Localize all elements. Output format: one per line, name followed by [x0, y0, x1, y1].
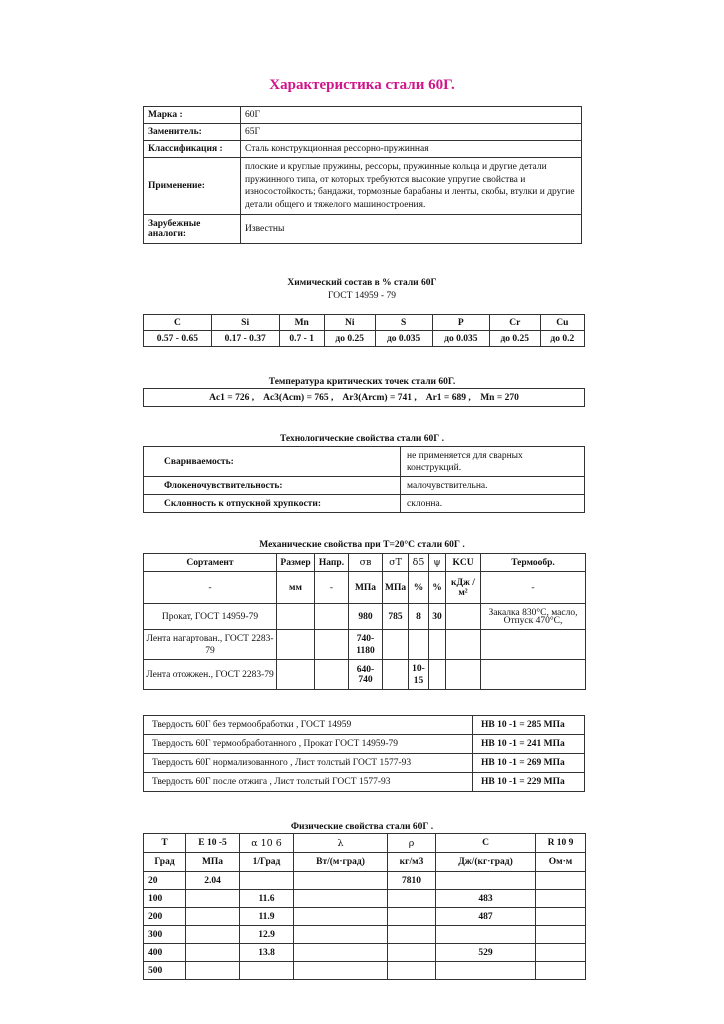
mech-row [144, 630, 586, 660]
hardness-value: HB 10 -1 = 229 МПа [473, 773, 585, 792]
phys-cell: 200 [144, 908, 186, 926]
phys-cell: 100 [144, 890, 186, 908]
phys-cell [240, 872, 294, 890]
info-row [144, 124, 582, 141]
phys-cell [294, 944, 388, 962]
info-value: Сталь конструкционная рессорно-пружинная [241, 141, 582, 158]
tech-label: Свариваемость: [144, 447, 401, 477]
mech-dir [315, 660, 349, 690]
phys-cell [186, 926, 240, 944]
mech-kcu [446, 630, 481, 660]
info-label: Марка : [144, 107, 241, 124]
phys-cell [536, 908, 586, 926]
phys-cell [536, 926, 586, 944]
phys-row [144, 890, 586, 908]
phys-cell [388, 926, 436, 944]
mech-unit: % [409, 572, 429, 604]
hardness-desc: Твердость 60Г нормализованного , Лист толстый ГОСТ 1577-93 [144, 754, 473, 773]
phys-header: C [436, 834, 536, 853]
phys-cell: 529 [436, 944, 536, 962]
chem-header: P [432, 315, 489, 331]
phys-unit: 1/Град [240, 853, 294, 872]
phys-unit: Дж/(кг·град) [436, 853, 536, 872]
chem-value: 0.57 - 0.65 [144, 331, 212, 347]
mech-sortament: Прокат, ГОСТ 14959-79 [144, 604, 277, 630]
phys-row [144, 962, 586, 980]
info-label: Применение: [144, 158, 241, 215]
mech-header: Термообр. [481, 554, 586, 572]
chem-table [143, 314, 585, 347]
mech-header: σв [349, 554, 383, 572]
mech-unit: кДж / м² [446, 572, 481, 604]
phys-cell: 11.6 [240, 890, 294, 908]
phys-cell [388, 962, 436, 980]
mech-thermo: Закалка 830°C, масло, Отпуск 470°C, [481, 604, 586, 630]
phys-cell [436, 872, 536, 890]
mech-unit-row [144, 572, 586, 604]
phys-cell: 400 [144, 944, 186, 962]
mech-header: δ5 [409, 554, 429, 572]
mech-delta5: 10-15 [409, 660, 429, 690]
chem-header: Si [211, 315, 279, 331]
tech-row [144, 495, 585, 513]
mech-dir [315, 630, 349, 660]
mech-header: Размер [277, 554, 315, 572]
page-title: Характеристика стали 60Г. [269, 77, 455, 93]
tech-row [144, 477, 585, 495]
phys-cell [388, 944, 436, 962]
phys-cell [186, 944, 240, 962]
phys-cell [536, 872, 586, 890]
hardness-row [144, 716, 585, 735]
mech-size [277, 660, 315, 690]
phys-cell: 7810 [388, 872, 436, 890]
phys-cell [186, 962, 240, 980]
phys-row [144, 944, 586, 962]
info-row [144, 158, 582, 215]
mech-header: ψ [429, 554, 446, 572]
chem-value: до 0.035 [432, 331, 489, 347]
phys-row [144, 908, 586, 926]
hardness-row [144, 773, 585, 792]
tech-label: Склонность к отпускной хрупкости: [144, 495, 401, 513]
mech-table [143, 553, 586, 690]
mech-row [144, 660, 586, 690]
info-label: Заменитель: [144, 124, 241, 141]
phys-cell [294, 926, 388, 944]
chem-header: S [375, 315, 432, 331]
phys-cell: 2.04 [186, 872, 240, 890]
mech-unit: - [144, 572, 277, 604]
temp-mn: Mn = 270 [480, 392, 519, 403]
hardness-value: HB 10 -1 = 269 МПа [473, 754, 585, 773]
info-value: 60Г [241, 107, 582, 124]
info-label: Классификация : [144, 141, 241, 158]
chem-title: Химический состав в % стали 60Г [287, 278, 437, 288]
chem-value: 0.7 - 1 [279, 331, 324, 347]
phys-unit: Град [144, 853, 186, 872]
chem-header: Cu [540, 315, 584, 331]
temp-title: Температура критических точек стали 60Г. [268, 377, 456, 387]
tech-value: склонна. [401, 495, 585, 513]
chem-value: до 0.25 [324, 331, 375, 347]
phys-header: λ [294, 834, 388, 853]
mech-header: KCU [446, 554, 481, 572]
phys-table [143, 833, 586, 980]
hardness-row [144, 754, 585, 773]
mech-sigma-b: 980 [349, 604, 383, 630]
chem-header-row [144, 315, 585, 331]
phys-unit: МПа [186, 853, 240, 872]
phys-cell: 487 [436, 908, 536, 926]
phys-cell [436, 926, 536, 944]
mech-dir [315, 604, 349, 630]
hardness-value: HB 10 -1 = 285 МПа [473, 716, 585, 735]
phys-header-row [144, 834, 586, 853]
phys-cell [240, 962, 294, 980]
phys-cell [294, 908, 388, 926]
chem-value: до 0.25 [489, 331, 540, 347]
phys-unit: Ом·м [536, 853, 586, 872]
mech-header: Сортамент [144, 554, 277, 572]
info-value: Известны [241, 215, 582, 244]
mech-size [277, 630, 315, 660]
mech-kcu [446, 604, 481, 630]
phys-cell: 20 [144, 872, 186, 890]
mech-unit: МПа [349, 572, 383, 604]
phys-title: Физические свойства стали 60Г . [290, 822, 434, 832]
phys-cell [294, 872, 388, 890]
phys-cell: 500 [144, 962, 186, 980]
tech-label: Флокеночувствительность: [144, 477, 401, 495]
mech-sigma-b: 740-1180 [349, 630, 383, 660]
phys-header: E 10 -5 [186, 834, 240, 853]
hardness-value: HB 10 -1 = 241 МПа [473, 735, 585, 754]
mech-title: Механические свойства при Т=20°С стали 60Г . [259, 540, 465, 550]
mech-header: σT [383, 554, 409, 572]
phys-cell: 11.9 [240, 908, 294, 926]
info-row [144, 215, 582, 244]
mech-sortament: Лента нагартован., ГОСТ 2283-79 [144, 630, 277, 660]
mech-psi [429, 630, 446, 660]
tech-value: не применяется для сварных конструкций. [401, 447, 585, 477]
mech-sortament: Лента отожжен., ГОСТ 2283-79 [144, 660, 277, 690]
phys-cell [536, 962, 586, 980]
mech-kcu [446, 660, 481, 690]
mech-unit: - [315, 572, 349, 604]
mech-sigma-t: 785 [383, 604, 409, 630]
mech-sigma-t [383, 660, 409, 690]
phys-cell: 300 [144, 926, 186, 944]
hardness-desc: Твердость 60Г без термообработки , ГОСТ 14959 [144, 716, 473, 735]
hardness-desc: Твердость 60Г термообработанного , Прокат ГОСТ 14959-79 [144, 735, 473, 754]
hardness-desc: Твердость 60Г после отжига , Лист толстый ГОСТ 1577-93 [144, 773, 473, 792]
temp-values [144, 389, 585, 407]
mech-header: Напр. [315, 554, 349, 572]
phys-unit: Вт/(м·град) [294, 853, 388, 872]
phys-cell [186, 908, 240, 926]
mech-size [277, 604, 315, 630]
mech-unit: % [429, 572, 446, 604]
phys-row [144, 872, 586, 890]
chem-header: Cr [489, 315, 540, 331]
mech-delta5: 8 [409, 604, 429, 630]
temp-ac1: Ac1 = 726 , [209, 392, 255, 403]
mech-delta5 [409, 630, 429, 660]
mech-thermo [481, 660, 586, 690]
phys-cell [388, 908, 436, 926]
mech-psi: 30 [429, 604, 446, 630]
info-row [144, 107, 582, 124]
mech-unit: МПа [383, 572, 409, 604]
phys-unit-row [144, 853, 586, 872]
chem-value: до 0.035 [375, 331, 432, 347]
info-row [144, 141, 582, 158]
phys-cell [294, 962, 388, 980]
phys-row [144, 926, 586, 944]
phys-cell: 12.9 [240, 926, 294, 944]
phys-header: T [144, 834, 186, 853]
info-table [143, 106, 582, 244]
phys-cell: 13.8 [240, 944, 294, 962]
mech-psi [429, 660, 446, 690]
chem-header: Ni [324, 315, 375, 331]
chem-header: C [144, 315, 212, 331]
chem-header: Mn [279, 315, 324, 331]
mech-header-row [144, 554, 586, 572]
info-value: 65Г [241, 124, 582, 141]
mech-thermo [481, 630, 586, 660]
mech-row [144, 604, 586, 630]
phys-cell [536, 944, 586, 962]
phys-header: α 10 6 [240, 834, 294, 853]
hardness-table [143, 715, 585, 792]
phys-cell [536, 890, 586, 908]
phys-cell: 483 [436, 890, 536, 908]
info-label: Зарубежные аналоги: [144, 215, 241, 244]
phys-cell [388, 890, 436, 908]
phys-unit: кг/м3 [388, 853, 436, 872]
tech-row [144, 447, 585, 477]
phys-header: ρ [388, 834, 436, 853]
chem-value: до 0.2 [540, 331, 584, 347]
mech-sigma-t [383, 630, 409, 660]
tech-value: малочувствительна. [401, 477, 585, 495]
phys-cell [186, 890, 240, 908]
tech-title: Технологические свойства стали 60Г . [279, 434, 445, 444]
mech-unit: - [481, 572, 586, 604]
mech-sigma-b: 640-740 [349, 660, 383, 690]
temp-ar1: Ar1 = 689 , [425, 392, 471, 403]
phys-header: R 10 9 [536, 834, 586, 853]
chem-value: 0.17 - 0.37 [211, 331, 279, 347]
temp-ac3: Ac3(Acm) = 765 , [263, 392, 334, 403]
temp-ar3: Ar3(Arcm) = 741 , [342, 392, 417, 403]
chem-value-row [144, 331, 585, 347]
tech-table [143, 446, 585, 513]
temp-table [143, 388, 585, 407]
phys-cell [436, 962, 536, 980]
info-value: плоские и круглые пружины, рессоры, пружинные кольца и другие детали пружинного типа, от которых требуются высокие упругие свойства и износостойкость; бандажи, тормозные барабаны и ленты, скобы, втулки и другие детали общего и тяжелого машиностроения. [241, 158, 582, 215]
hardness-row [144, 735, 585, 754]
chem-gost: ГОСТ 14959 - 79 [328, 291, 396, 301]
phys-cell [294, 890, 388, 908]
mech-unit: мм [277, 572, 315, 604]
